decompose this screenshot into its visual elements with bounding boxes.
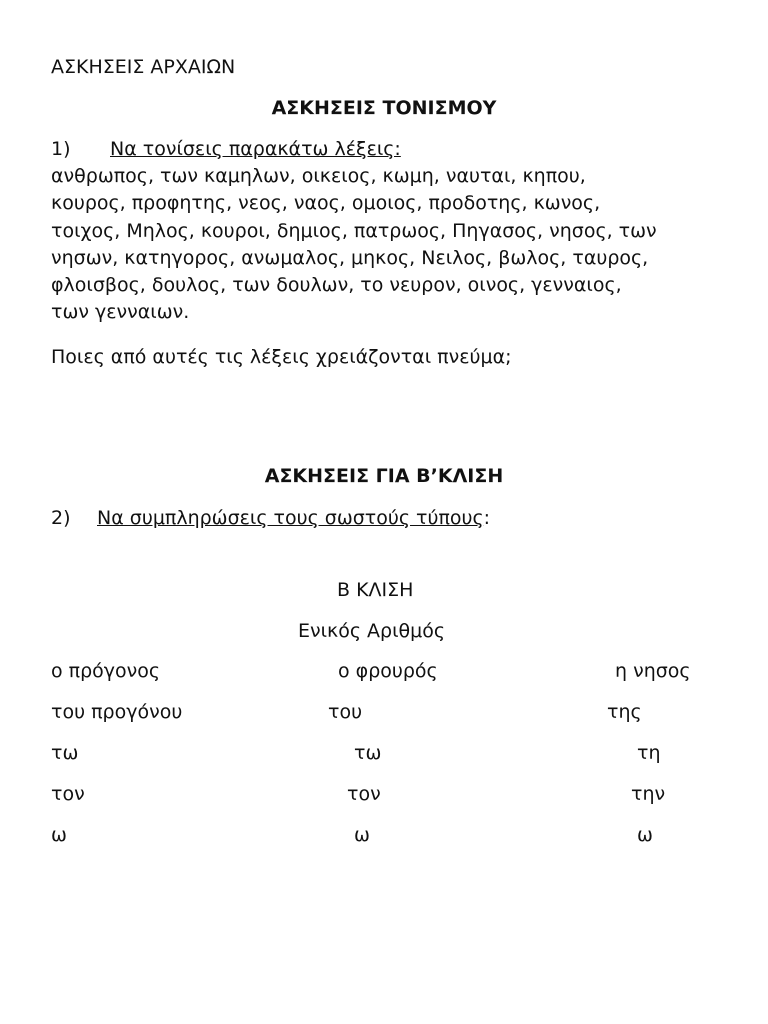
declension-cell: τω bbox=[51, 742, 79, 764]
declension-cell: της bbox=[607, 701, 642, 723]
declension-cell: τον bbox=[51, 783, 85, 805]
section1-heading: ΑΣΚΗΣΕΙΣ ΤΟΝΙΣΜΟΥ bbox=[271, 97, 497, 119]
declension-cell: ω bbox=[354, 824, 370, 846]
declension-cell: την bbox=[631, 783, 666, 805]
word-list-line: τοιχος, Μηλος, κουροι, δημιος, πατρωος, Πηγασος, νησος, των bbox=[51, 219, 657, 242]
declension-cell: τη bbox=[637, 742, 661, 764]
exercise1-word-list bbox=[51, 163, 731, 327]
declension-cell: η νησος bbox=[615, 660, 691, 682]
section2-heading: ΑΣΚΗΣΕΙΣ ΓΙΑ Β’ΚΛΙΣΗ bbox=[264, 465, 504, 487]
exercise1-number: 1) bbox=[51, 138, 71, 160]
document-title: ΑΣΚΗΣΕΙΣ ΑΡΧΑΙΩΝ bbox=[51, 56, 236, 78]
word-list-line: ανθρωπος, των καμηλων, οικειος, κωμη, ναυται, κηπου, bbox=[51, 165, 586, 187]
word-list-line: φλοισβος, δουλος, των δουλων, το νευρον, οινος, γενναιος, bbox=[51, 274, 622, 297]
declension-cell: τον bbox=[347, 783, 381, 805]
declension-table-subtitle: Ενικός Αριθμός bbox=[298, 620, 446, 642]
word-list-line: κουρος, προφητης, νεος, ναος, ομοιος, προδοτης, κωνος, bbox=[51, 192, 601, 215]
declension-cell: του προγόνου bbox=[51, 701, 183, 723]
declension-cell: τω bbox=[354, 742, 382, 764]
declension-cell: ω bbox=[51, 824, 67, 846]
declension-cell: ο φρουρός bbox=[338, 660, 438, 682]
declension-cell: ο πρόγονος bbox=[51, 660, 161, 682]
exercise2-instruction-wrap bbox=[97, 506, 490, 530]
exercise2-colon: : bbox=[483, 507, 491, 529]
declension-cell: του bbox=[328, 701, 363, 723]
exercise2-instruction: Να συμπληρώσεις τους σωστούς τύπους bbox=[97, 507, 484, 529]
declension-table-title: Β ΚΛΙΣΗ bbox=[337, 579, 414, 601]
word-list-line: των γενναιων. bbox=[51, 301, 190, 324]
exercise2-number: 2) bbox=[51, 507, 71, 529]
word-list-line: νησων, κατηγορος, ανωμαλος, μηκος, Νειλος, βωλος, ταυρος, bbox=[51, 246, 649, 269]
declension-cell: ω bbox=[637, 824, 653, 846]
exercise1-question: Ποιες από αυτές τις λέξεις χρειάζονται πνεύμα; bbox=[51, 346, 512, 368]
exercise1-instruction: Να τονίσεις παρακάτω λέξεις: bbox=[110, 138, 401, 160]
